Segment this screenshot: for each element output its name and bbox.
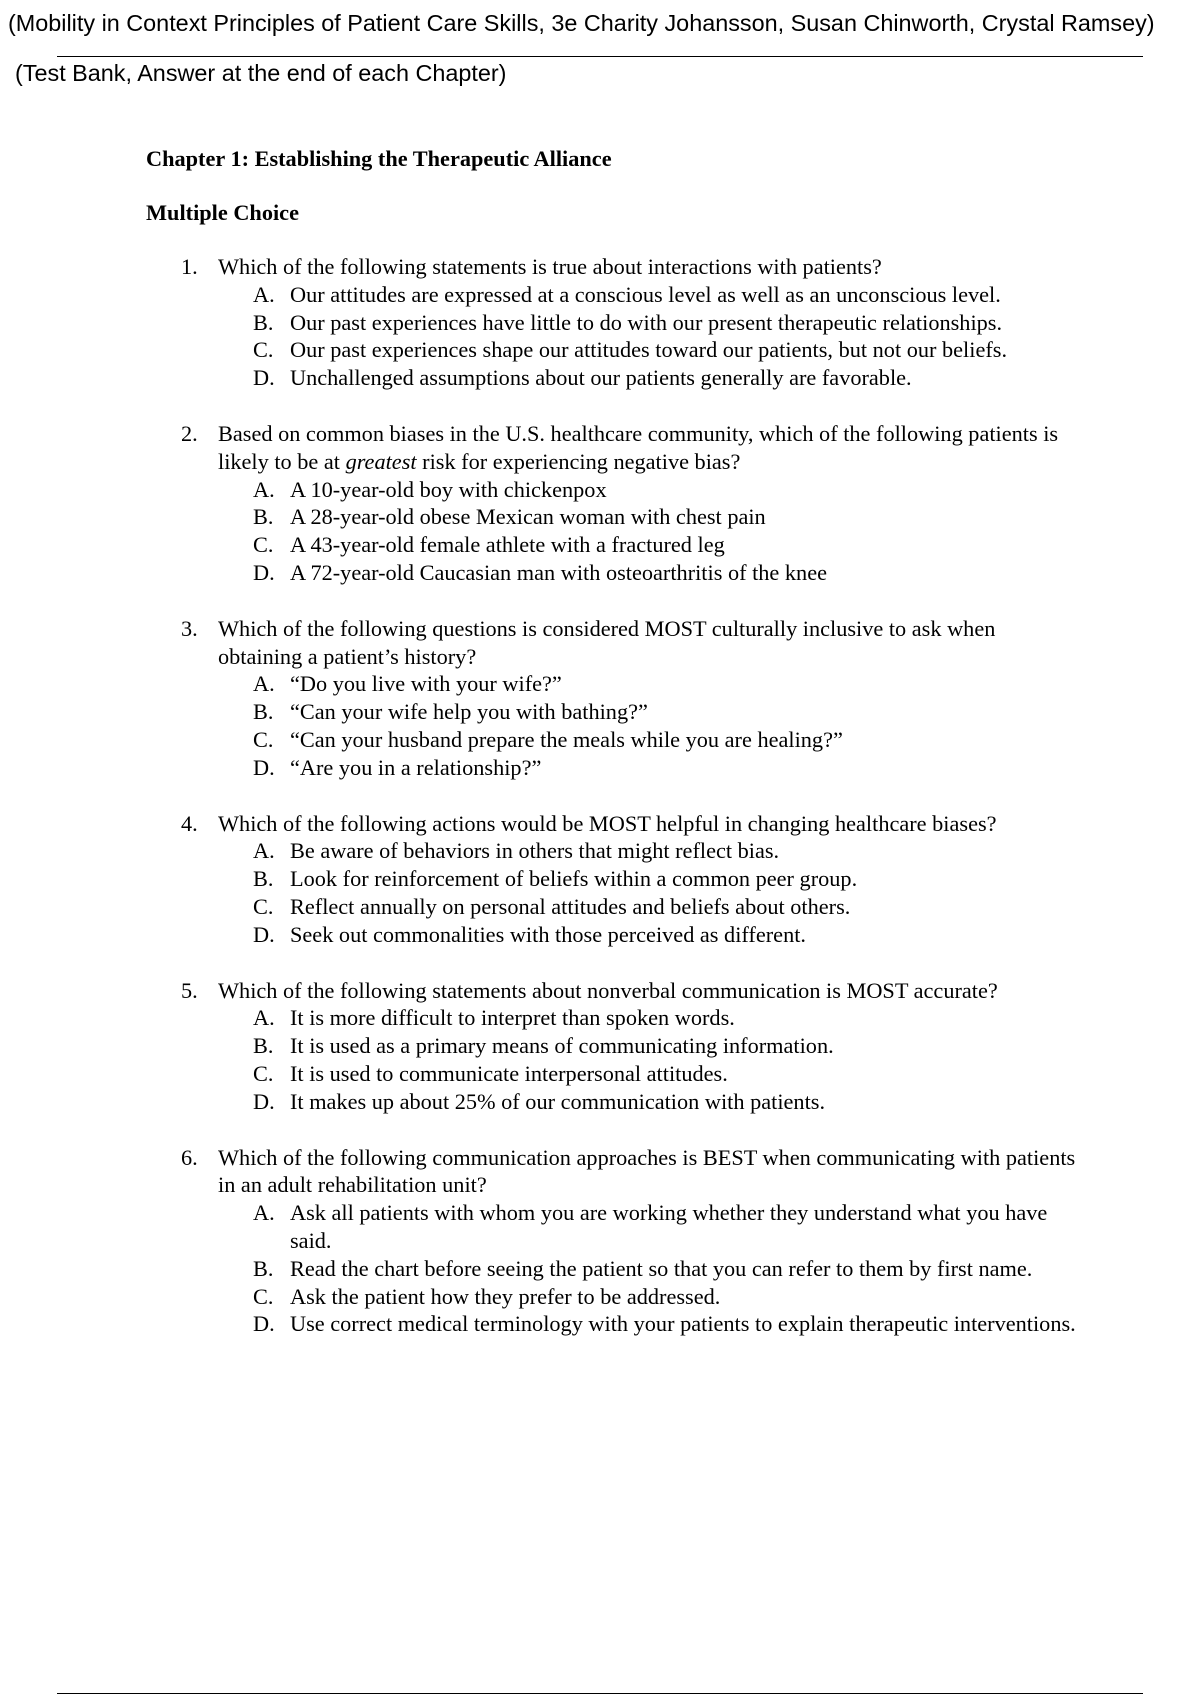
answer-option [253,837,1076,865]
option-text: “Do you live with your wife?” [290,671,562,697]
option-letter: B. [253,1255,274,1281]
option-text: Unchallenged assumptions about our patients generally are favorable. [290,365,912,391]
option-letter: C. [253,726,274,752]
question-number: 6. [181,1144,198,1170]
answer-options [218,476,1076,587]
answer-option [253,503,1076,531]
answer-option [253,1060,1076,1088]
option-text: Our past experiences have little to do with our present therapeutic relationships. [290,309,1003,335]
answer-option [253,336,1076,364]
question-1 [146,253,1076,392]
question-stem: Which of the following actions would be MOST helpful in changing healthcare biases? [218,810,997,836]
question-stem: Which of the following statements about nonverbal communication is MOST accurate? [218,977,998,1003]
option-text: “Are you in a relationship?” [290,754,542,780]
answer-option [253,698,1076,726]
answer-option [253,1004,1076,1032]
option-text: Reflect annually on personal attitudes and beliefs about others. [290,893,851,919]
document-header: (Mobility in Context Principles of Patient Care Skills, 3e Charity Johansson, Susan Chinworth, Crystal Ramsey) [8,10,1155,36]
option-text: Ask all patients with whom you are working whether they understand what you have said. [290,1200,1048,1253]
question-number: 1. [181,254,198,279]
option-text: Be aware of behaviors in others that might reflect bias. [290,838,780,864]
option-text: “Can your wife help you with bathing?” [290,699,648,725]
stem-emphasis: greatest [345,448,417,474]
answer-options [218,281,1076,392]
stem-text: risk for experiencing negative bias? [416,448,741,474]
answer-option [253,364,1076,392]
answer-option [253,670,1076,698]
option-letter: C. [253,532,274,558]
option-text: Our attitudes are expressed at a conscious level as well as an unconscious level. [290,281,1001,307]
option-text: Our past experiences shape our attitudes toward our patients, but not our beliefs. [290,337,1008,363]
option-letter: D. [253,1311,275,1337]
answer-option [253,559,1076,587]
option-letter: C. [253,1060,274,1086]
option-text: Look for reinforcement of beliefs within a common peer group. [290,866,858,892]
option-text: A 43-year-old female athlete with a fractured leg [290,532,725,558]
option-text: Ask the patient how they prefer to be addressed. [290,1283,721,1309]
answer-option [253,1199,1076,1255]
answer-option [253,531,1076,559]
answer-option [253,1032,1076,1060]
footer-divider [57,1693,1143,1694]
answer-options [218,837,1076,948]
answer-option [253,1310,1076,1338]
question-list [146,253,1076,1338]
option-letter: D. [253,921,275,947]
section-title: Multiple Choice [146,200,299,225]
option-letter: B. [253,699,274,725]
question-number: 3. [181,615,198,641]
chapter-title: Chapter 1: Establishing the Therapeutic Alliance [146,146,612,171]
option-letter: D. [253,1088,275,1114]
option-letter: D. [253,365,275,391]
option-text: A 72-year-old Caucasian man with osteoarthritis of the knee [290,559,827,585]
answer-options [218,1199,1076,1338]
question-5 [146,977,1076,1116]
answer-option [253,281,1076,309]
answer-option [253,1283,1076,1311]
answer-option [253,309,1076,337]
option-text: “Can your husband prepare the meals while you are healing?” [290,726,843,752]
option-letter: B. [253,309,274,335]
option-text: Seek out commonalities with those perceived as different. [290,921,806,947]
stem-text: Based on common biases in the U.S. healthcare community, which of the following patients is likely to be at [218,420,1059,474]
answer-option [253,893,1076,921]
answer-option [253,1088,1076,1116]
option-letter: A. [253,281,275,307]
option-text: It is used to communicate interpersonal attitudes. [290,1060,728,1086]
question-stem: Which of the following communication approaches is BEST when communicating with patients in an adult rehabilitation unit? [218,1144,1076,1198]
test-bank-content [146,145,1076,1366]
answer-option [253,1255,1076,1283]
answer-option [253,921,1076,949]
question-stem: Which of the following statements is true about interactions with patients? [218,254,882,279]
option-letter: A. [253,476,275,502]
header-divider [57,56,1143,57]
option-letter: B. [253,866,274,892]
option-letter: D. [253,754,275,780]
question-stem [218,420,1076,476]
option-letter: B. [253,1033,274,1059]
option-letter: C. [253,1283,274,1309]
answer-option [253,726,1076,754]
option-letter: A. [253,1005,275,1031]
answer-option [253,476,1076,504]
question-number: 4. [181,810,198,836]
answer-option [253,865,1076,893]
option-text: Use correct medical terminology with your patients to explain therapeutic interventions. [290,1311,1076,1337]
option-text: A 28-year-old obese Mexican woman with chest pain [290,504,766,530]
answer-options [218,1004,1076,1115]
option-letter: B. [253,504,274,530]
option-text: It is more difficult to interpret than spoken words. [290,1005,735,1031]
answer-options [218,670,1076,781]
option-text: It makes up about 25% of our communication with patients. [290,1088,826,1114]
option-letter: C. [253,337,274,363]
question-3 [146,615,1076,782]
question-6 [146,1144,1076,1339]
question-number: 2. [181,420,198,446]
question-2 [146,420,1076,587]
option-letter: D. [253,559,275,585]
option-letter: A. [253,838,275,864]
option-letter: A. [253,1200,275,1226]
option-text: A 10-year-old boy with chickenpox [290,476,607,502]
option-text: Read the chart before seeing the patient so that you can refer to them by first name. [290,1255,1033,1281]
document-subheader: (Test Bank, Answer at the end of each Chapter) [15,60,507,86]
question-4 [146,810,1076,949]
question-number: 5. [181,977,198,1003]
option-text: It is used as a primary means of communicating information. [290,1033,834,1059]
answer-option [253,754,1076,782]
option-letter: A. [253,671,275,697]
option-letter: C. [253,893,274,919]
question-stem: Which of the following questions is considered MOST culturally inclusive to ask when obtaining a patient’s history? [218,615,996,669]
